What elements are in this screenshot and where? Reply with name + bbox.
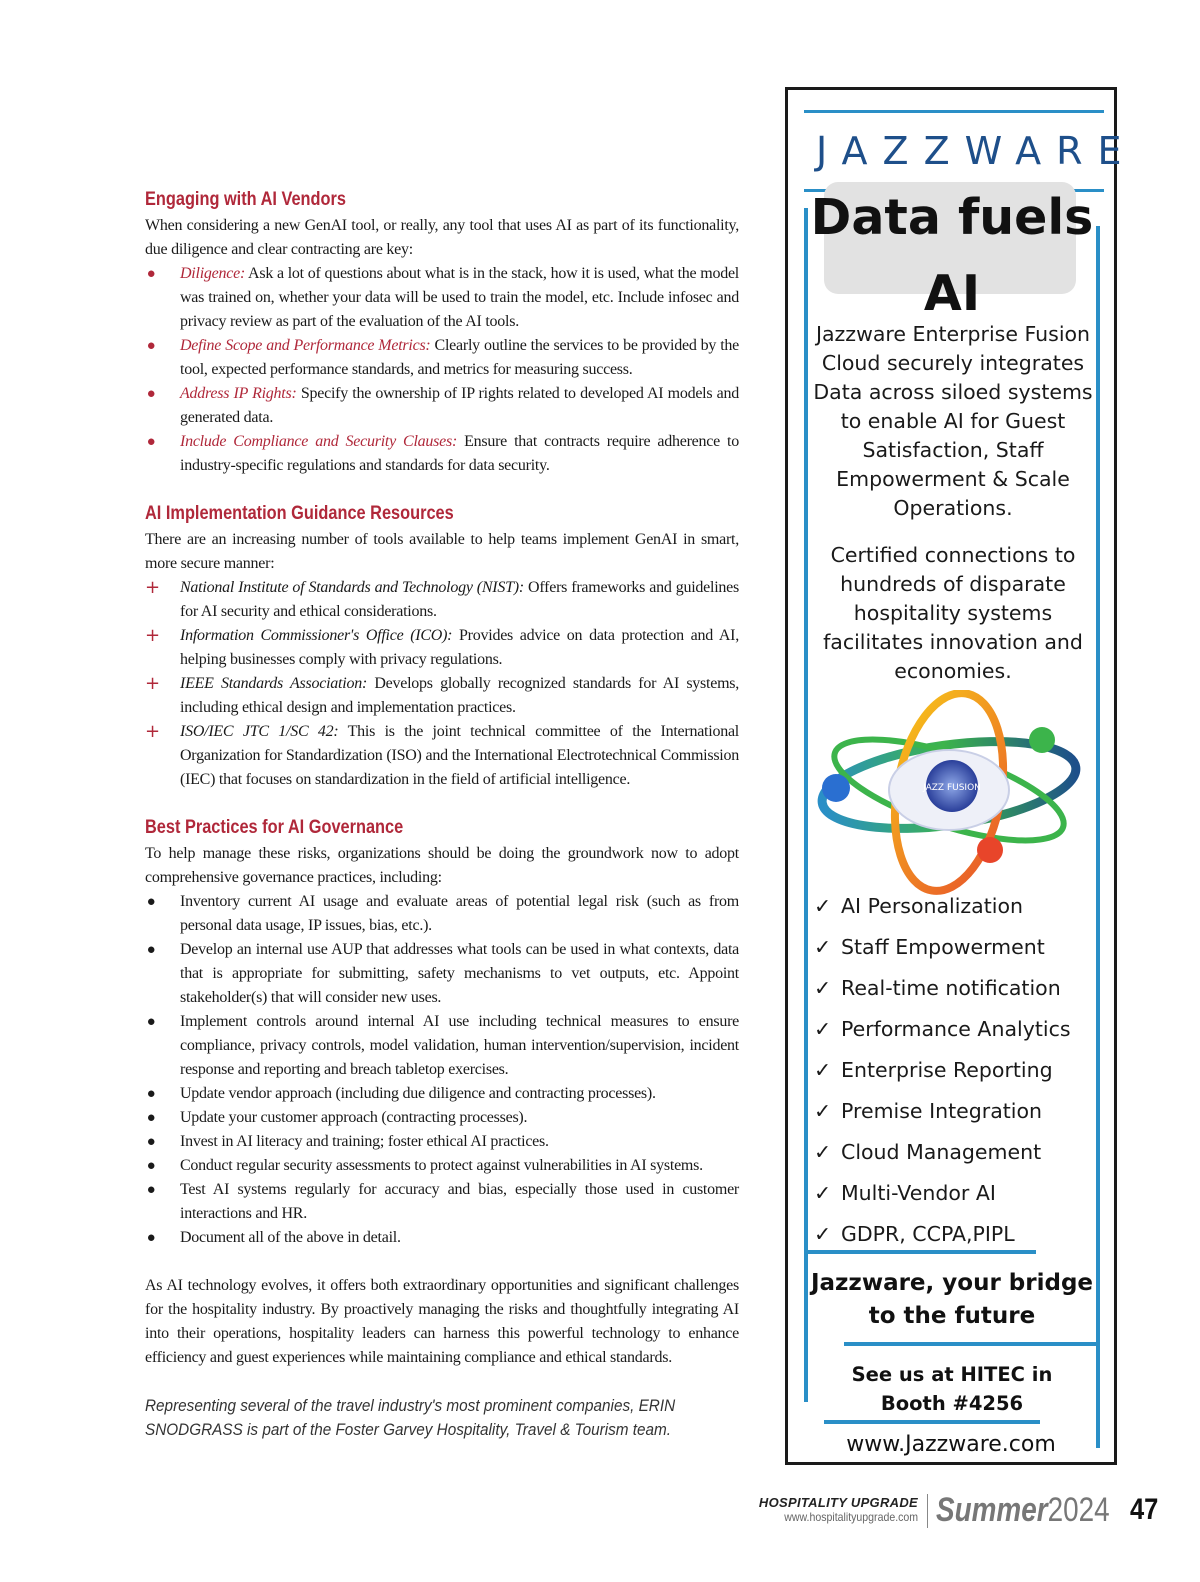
magazine-name: HOSPITALITY UPGRADE bbox=[758, 1495, 918, 1510]
bullet-dot-icon: ● bbox=[146, 1086, 156, 1102]
list-item: ✓ Enterprise Reporting bbox=[814, 1050, 1096, 1091]
issue-label: Summer2024 bbox=[936, 1491, 1110, 1529]
bullet-dot-icon: ● bbox=[146, 894, 156, 910]
ad-body-integration: Jazzware Enterprise Fusion Cloud securely integrates Data across siloed systems to enable AI for Guest Satisfaction, Staff Empowerment & Scale Operations. bbox=[813, 322, 1093, 520]
feature-checklist bbox=[814, 886, 1096, 1255]
checkmark-icon: ✓ bbox=[814, 935, 832, 959]
governance-list bbox=[145, 890, 739, 1250]
divider-rule bbox=[824, 1420, 1040, 1424]
list-item: + Information Commissioner's Office (ICO): Provides advice on data protection and AI, helping businesses comply with privacy regulations. bbox=[145, 625, 739, 668]
ad-booth-info: See us at HITEC in Booth #4256 bbox=[851, 1363, 1053, 1415]
list-item: ✓ AI Personalization bbox=[814, 886, 1096, 927]
footer-divider bbox=[927, 1494, 928, 1528]
bullet-dot-icon: ● bbox=[146, 942, 156, 958]
magazine-website[interactable]: www.hospitalityupgrade.com bbox=[784, 1510, 918, 1524]
list-item: ✓ Multi-Vendor AI bbox=[814, 1173, 1096, 1214]
list-item: ✓ Staff Empowerment bbox=[814, 927, 1096, 968]
checkmark-icon: ✓ bbox=[814, 1058, 832, 1082]
checkmark-icon: ✓ bbox=[814, 1017, 832, 1041]
list-item: ● Conduct regular security assessments to protect against vulnerabilities in AI systems. bbox=[145, 1154, 739, 1178]
list-item: + IEEE Standards Association: Develops globally recognized standards for AI systems, including ethical design and implementation practices. bbox=[145, 673, 739, 716]
list-item: ● Diligence: Ask a lot of questions about what is in the stack, how it is used, what the model was trained on, whether your data will be used to train the model, etc. Include infosec and privacy review as part of the evaluation of the AI tools. bbox=[145, 262, 739, 334]
checkmark-icon: ✓ bbox=[814, 1181, 832, 1205]
plus-icon: + bbox=[145, 673, 160, 694]
ad-body-connections: Certified connections to hundreds of disparate hospitality systems facilitates innovation and economies. bbox=[823, 543, 1083, 683]
vendors-intro: When considering a new GenAI tool, or really, any tool that uses AI as part of its functionality, due diligence and clear contracting are key: bbox=[145, 217, 739, 258]
resources-intro: There are an increasing number of tools available to help teams implement GenAI in smart, more secure manner: bbox=[145, 531, 739, 572]
graphic-core-label: JAZZ FUSION bbox=[923, 783, 981, 793]
list-item: ● Implement controls around internal AI use including technical measures to ensure compliance, privacy controls, model validation, human intervention/supervision, incident response and reporting and breach tabletop exercises. bbox=[145, 1010, 739, 1082]
checkmark-icon: ✓ bbox=[814, 1140, 832, 1164]
bullet-dot-icon: ● bbox=[146, 434, 156, 450]
list-item: ● Test AI systems regularly for accuracy and bias, especially those used in customer interactions and HR. bbox=[145, 1178, 739, 1226]
bullet-dot-icon: ● bbox=[146, 1014, 156, 1030]
list-item: ✓ GDPR, CCPA,PIPL bbox=[814, 1214, 1096, 1255]
page-number: 47 bbox=[1130, 1493, 1159, 1526]
section-title-vendors: Engaging with AI Vendors bbox=[145, 189, 346, 210]
plus-icon: + bbox=[145, 625, 160, 646]
list-item: ● Update vendor approach (including due diligence and contracting processes). bbox=[145, 1082, 739, 1106]
divider-rule bbox=[804, 1250, 1036, 1254]
list-item: + ISO/IEC JTC 1/SC 42: This is the joint technical committee of the International Organization for Standardization (ISO) and the International Electrotechnical Commission (IEC) that focuses on standardization in the field of artificial intelligence. bbox=[145, 721, 739, 788]
list-item: ● Address IP Rights: Specify the ownership of IP rights related to developed AI models and generated data. bbox=[145, 382, 739, 430]
checkmark-icon: ✓ bbox=[814, 1222, 832, 1246]
ad-tagline: Jazzware, your bridge to the future bbox=[810, 1270, 1094, 1329]
resources-list bbox=[145, 576, 739, 792]
author-byline: Representing several of the travel industry's most prominent companies, ERIN SNODGRASS is part of the Foster Garvey Hospitality, Travel & Tourism team. bbox=[145, 1396, 676, 1439]
bullet-dot-icon: ● bbox=[146, 1230, 156, 1246]
bullet-dot-icon: ● bbox=[146, 1182, 156, 1198]
list-item: ● Inventory current AI usage and evaluate areas of potential legal risk (such as from personal data usage, IP issues, bias, etc.). bbox=[145, 890, 739, 938]
accent-bar-right bbox=[1096, 226, 1100, 1448]
plus-icon: + bbox=[145, 721, 160, 742]
jazzware-logo: JAZZWARE bbox=[804, 110, 1104, 192]
list-item: ✓ Cloud Management bbox=[814, 1132, 1096, 1173]
bullet-dot-icon: ● bbox=[146, 266, 156, 282]
bullet-dot-icon: ● bbox=[146, 1158, 156, 1174]
list-item: ● Develop an internal use AUP that addresses what tools can be used in what contexts, data that is appropriate for submitting, safety mechanisms to vet outputs, etc. Appoint stakeholder(s) that will consider new uses. bbox=[145, 938, 739, 1010]
jazzware-advertisement[interactable] bbox=[785, 87, 1137, 1465]
conclusion-paragraph: As AI technology evolves, it offers both extraordinary opportunities and significant challenges for the hospitality industry. By proactively managing the risks and thoughtfully integrating AI into their operations, hospitality leaders can harness this powerful technology to enhance efficiency and guest experiences while maintaining compliance and ethical standards. bbox=[145, 1277, 739, 1366]
checkmark-icon: ✓ bbox=[814, 1099, 832, 1123]
list-item: ✓ Performance Analytics bbox=[814, 1009, 1096, 1050]
list-item: ✓ Premise Integration bbox=[814, 1091, 1096, 1132]
vendors-list bbox=[145, 262, 739, 478]
checkmark-icon: ✓ bbox=[814, 894, 832, 918]
list-item: ● Update your customer approach (contracting processes). bbox=[145, 1106, 739, 1130]
magazine-credit bbox=[759, 1495, 918, 1524]
bullet-dot-icon: ● bbox=[146, 1134, 156, 1150]
list-item: ● Define Scope and Performance Metrics: Clearly outline the services to be provided by the tool, expected performance standards, and metrics for measuring success. bbox=[145, 334, 739, 382]
bullet-dot-icon: ● bbox=[146, 1110, 156, 1126]
governance-intro: To help manage these risks, organizations should be doing the groundwork now to adopt comprehensive governance practices, including: bbox=[145, 845, 739, 886]
divider-rule bbox=[844, 1342, 1096, 1346]
list-item: ✓ Real-time notification bbox=[814, 968, 1096, 1009]
list-item: ● Document all of the above in detail. bbox=[145, 1226, 739, 1250]
jazz-fusion-orbit-graphic bbox=[814, 690, 1084, 895]
list-item: ● Include Compliance and Security Clauses: Ensure that contracts require adherence to industry-specific regulations and standards for data security. bbox=[145, 430, 739, 478]
plus-icon: + bbox=[145, 577, 160, 598]
bullet-dot-icon: ● bbox=[146, 386, 156, 402]
list-item: + National Institute of Standards and Technology (NIST): Offers frameworks and guidelines for AI security and ethical considerations. bbox=[145, 577, 739, 620]
accent-bar-left bbox=[804, 208, 808, 1402]
article-column bbox=[145, 186, 739, 1442]
section-title-governance: Best Practices for AI Governance bbox=[145, 817, 404, 838]
bullet-dot-icon: ● bbox=[146, 338, 156, 354]
jazzware-website-link[interactable]: www.Jazzware.com bbox=[846, 1432, 1056, 1457]
checkmark-icon: ✓ bbox=[814, 976, 832, 1000]
ad-headline: Data fuels AI bbox=[810, 189, 1094, 322]
section-title-resources: AI Implementation Guidance Resources bbox=[145, 503, 454, 524]
list-item: ● Invest in AI literacy and training; foster ethical AI practices. bbox=[145, 1130, 739, 1154]
